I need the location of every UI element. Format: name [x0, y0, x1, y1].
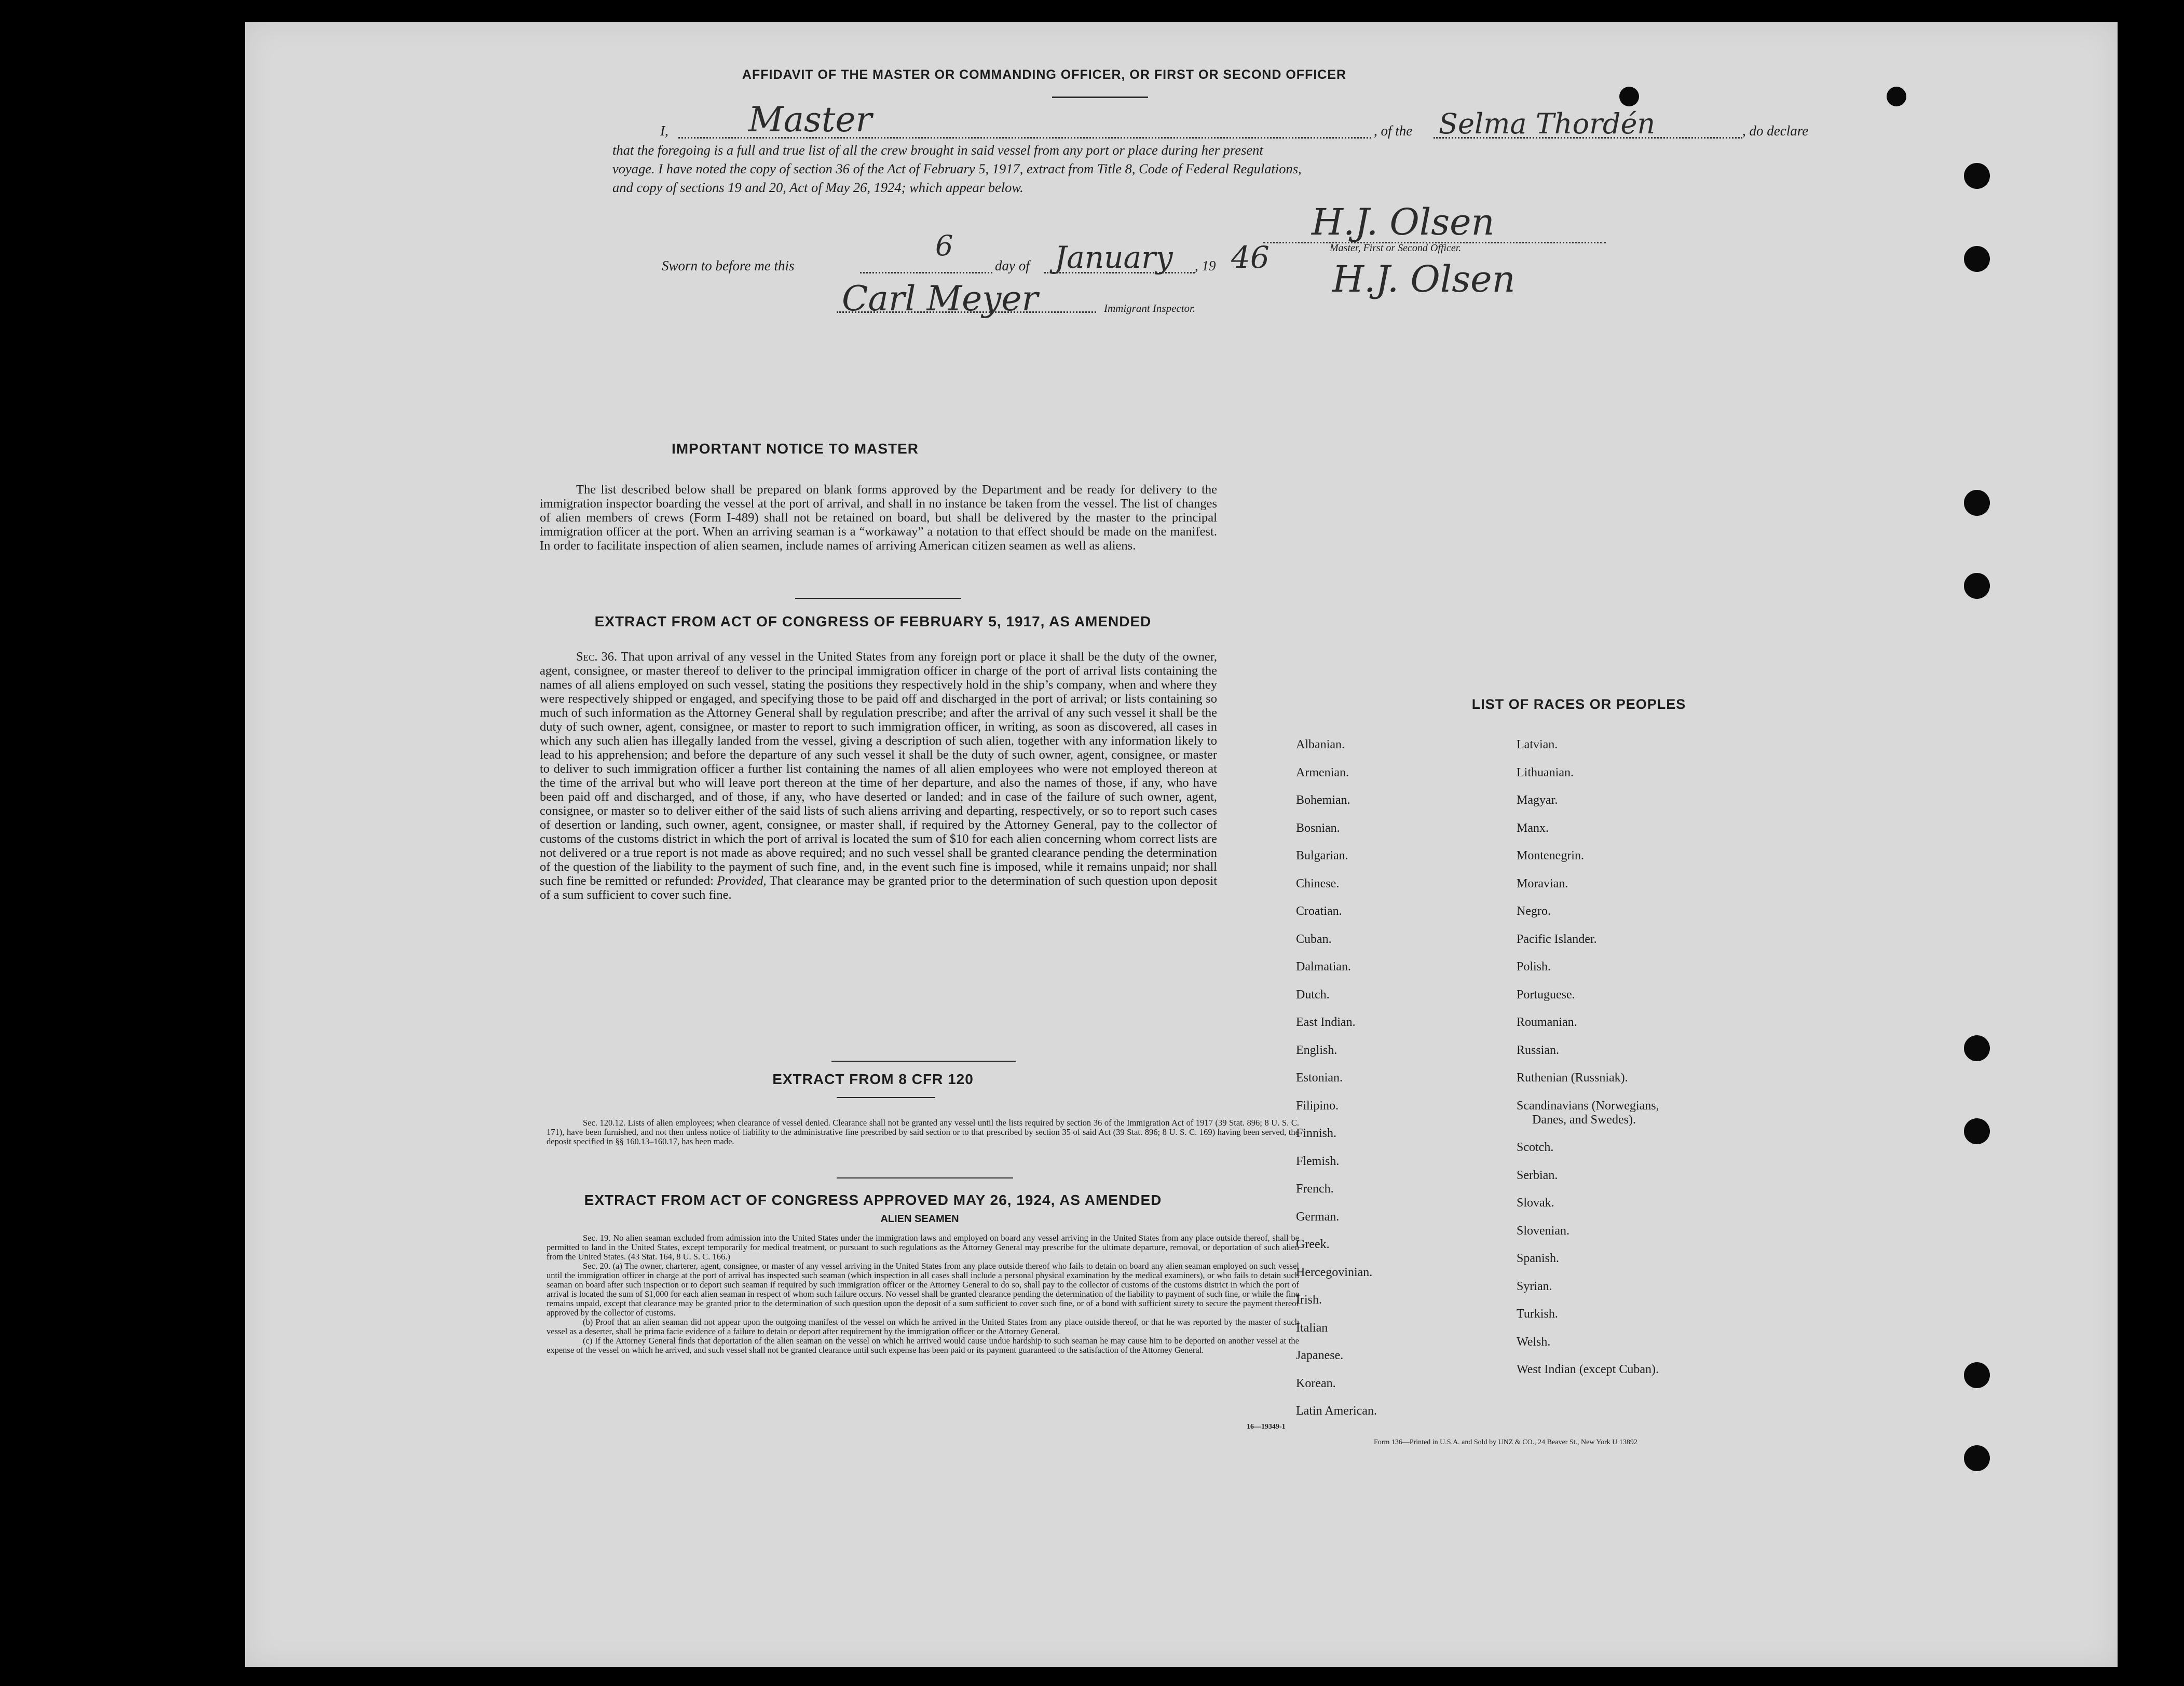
race-item: Chinese. [1296, 876, 1340, 890]
sworn-prefix: Sworn to before me this [662, 258, 795, 273]
sworn-day-line [860, 272, 992, 273]
race-item: Cuban. [1296, 932, 1332, 946]
race-item: Greek. [1296, 1238, 1330, 1251]
race-item: Montenegrin. [1517, 849, 1584, 862]
race-item: Russian. [1517, 1043, 1560, 1057]
declaration-line-4: and copy of sections 19 and 20, Act of May 26, 1924; which appear below. [612, 180, 1023, 195]
punch-hole [1619, 87, 1639, 106]
race-item: Welsh. [1517, 1335, 1551, 1349]
races-left-column [1296, 738, 1377, 1432]
sworn-year-handwritten: 46 [1231, 240, 1270, 275]
affidavit-title: AFFIDAVIT OF THE MASTER OR COMMANDING OFFICER, OR FIRST OR SECOND OFFICER [742, 67, 1347, 82]
master-name-handwritten: Master [748, 100, 872, 140]
race-item: Latvian. [1517, 738, 1558, 751]
race-item: Italian [1296, 1321, 1328, 1335]
race-item: Magyar. [1517, 793, 1558, 807]
race-item: Roumanian. [1517, 1016, 1577, 1029]
extract-1924-sec20b: (b) Proof that an alien seaman did not appear upon the outgoing manifest of the vessel on which he arrived in the United States from any place outside thereof, or that he was reported by the master of such vessel as a deserter, shall be prima facie evidence of a failure to detain or deport after requirement by the immigration officer or the Attorney General. [547, 1317, 1299, 1336]
extract-cfr-rule [837, 1097, 935, 1098]
sworn-day-of: day of [995, 258, 1030, 273]
race-item: Scandinavians (Norwegians, [1517, 1099, 1659, 1113]
race-item: Polish. [1517, 960, 1551, 974]
race-item: Negro. [1517, 904, 1551, 918]
extract-1924-subtitle: ALIEN SEAMEN [880, 1213, 959, 1225]
race-item: Irish. [1296, 1293, 1322, 1307]
punch-hole [1964, 246, 1990, 272]
notice-body: The list described below shall be prepared on blank forms approved by the Department and be ready for delivery to the immigration inspector boarding the vessel at the port of arrival, and shall in no instance be taken from the vessel. The list of changes of alien members of crews (Form I-489) shall not be retained on board, but shall be delivered by the master to the principal immigration officer at the port. When an arriving seaman is a “workaway” a notation to that effect should be made on the manifest. In order to facilitate inspection of alien seamen, include names of arriving American citizen seamen as well as aliens. [540, 483, 1217, 553]
extract-1924-sec20a: Sec. 20. (a) The owner, charterer, agent, consignee, or master of any vessel arriving in the United States from any place outside thereof who fails to detain on board any alien seaman employed on such vessel until the immigration officer in charge at the port of arrival has inspected such seaman (which inspection in all cases shall include a personal physical examination by the medical examiners), or who fails to detain such seaman on board after such inspection or to deport such seaman if required by such immigration officer or the Attorney General to do so, shall pay to the collector of customs of the customs district in which the port of arrival is located the sum of $1,000 for each alien seaman in respect of whom such failure occurs. No vessel shall be granted clearance pending the determination of the liability to payment of such fine, or while the fine remains unpaid, except that clearance may be granted prior to the determination of such question upon the deposit of a sum sufficient to cover such fine, or of a bond with sufficient surety to secure the payment thereof approved by the collector of customs. [547, 1261, 1299, 1318]
vessel-name-handwritten: Selma Thordén [1439, 107, 1656, 140]
race-item: Moravian. [1517, 876, 1568, 890]
races-right-column [1517, 738, 1659, 1391]
race-item: Albanian. [1296, 738, 1345, 751]
extract-1917-title: EXTRACT FROM ACT OF CONGRESS OF FEBRUARY 5, 1917, AS AMENDED [594, 613, 1152, 629]
race-item: Lithuanian. [1517, 765, 1574, 779]
punch-hole [1964, 1118, 1990, 1144]
notice-rule [795, 598, 961, 599]
sworn-month-handwritten: January [1055, 240, 1173, 275]
footer-imprint: Form 136—Printed in U.S.A. and Sold by UNZ & CO., 24 Beaver St., New York U 13892 [1374, 1438, 1637, 1446]
officer-signature-2: H.J. Olsen [1332, 258, 1516, 300]
extract-cfr-body: Sec. 120.12. Lists of alien employees; when clearance of vessel denied. Clearance shall not be granted any vessel until the lists required by section 36 of the Immigration Act of 1917 (39 Stat. 896; 8 U. S. C. 171), have been furnished, and not then unless notice of liability to the administrative fine prescribed by said section or to that prescribed by section 35 of said Act (39 Stat. 896; 8 U. S. C. 169) having been served, the deposit specified in §§ 160.13–160.17, has been made. [547, 1118, 1299, 1146]
race-item: Armenian. [1296, 765, 1349, 779]
inspector-caption: Immigrant Inspector. [1104, 302, 1196, 314]
race-item: Danes, and Swedes). [1532, 1113, 1636, 1127]
notice-title: IMPORTANT NOTICE TO MASTER [671, 441, 919, 457]
punch-hole [1887, 87, 1906, 106]
extract-cfr-rule-2 [837, 1177, 1013, 1178]
punch-hole [1964, 163, 1990, 189]
race-item: Pacific Islander. [1517, 932, 1597, 946]
race-item: Finnish. [1296, 1127, 1337, 1140]
race-item: Estonian. [1296, 1071, 1343, 1085]
punch-hole [1964, 573, 1990, 599]
officer-signature: H.J. Olsen [1312, 201, 1495, 243]
extract-1917-provided: Provided, [717, 874, 767, 888]
race-item: Portuguese. [1517, 988, 1575, 1002]
race-item: Serbian. [1517, 1168, 1558, 1182]
extract-1924-title: EXTRACT FROM ACT OF CONGRESS APPROVED MAY 26, 1924, AS AMENDED [584, 1192, 1162, 1208]
races-title: LIST OF RACES OR PEOPLES [1471, 696, 1686, 712]
race-item: West Indian (except Cuban). [1517, 1363, 1659, 1376]
race-item: Dalmatian. [1296, 960, 1351, 974]
extract-1917-text: That upon arrival of any vessel in the United States from any foreign port or place it shall be the duty of the owner, agent, consignee, or master thereof to deliver to the principal immigration officer in charge of the port of arrival lists containing the names of all aliens employed on such vessel, stating the positions they respectively hold in the ship’s company, when and where they were respectively shipped or engaged, and specifying those to be paid off and discharged in the port of arrival; or lists containing so much of such information as the Attorney General shall by regulation prescribe; and after the arrival of any such vessel it shall be the duty of such owner, agent, consignee, or master to report to such immigration officer, in writing, as soon as discovered, all cases in which any such alien has illegally landed from the vessel, giving a description of such alien, together with any information likely to lead to his apprehension; and before the departure of any such vessel it shall be the duty of such owner, agent, consignee, or master to deliver to such immigration officer a further list containing the names of all alien employees who were not employed thereon at the time of the arrival but who will leave port thereon at the time of her departure, and also the names of those, if any, who have been paid off and discharged, and of those, if any, who have deserted or landed; and in case of the failure of such owner, agent, consignee, or master so to deliver either of the said lists of such aliens arriving and departing, respectively, or so to report such cases of desertion or landing, such owner, agent, consignee, or master shall, if required by the Attorney General, pay to the collector of customs of the customs district in which the port of arrival is located the sum of $10 for each alien concerning whom correct lists are not delivered or a true report is not made as above required; and no such vessel shall be granted clearance pending the determination of the question of the liability to the payment of such fine, and, in the event such fine is imposed, while it remains unpaid; nor shall such fine be remitted or refunded: [540, 650, 1217, 888]
race-item: Scotch. [1517, 1141, 1554, 1154]
race-item: Slovak. [1517, 1196, 1554, 1210]
race-item: English. [1296, 1043, 1337, 1057]
title-rule [1052, 97, 1148, 98]
punch-hole [1964, 1362, 1990, 1388]
extract-1924-sec19: Sec. 19. No alien seaman excluded from admission into the United States under the immigration laws and employed on board any vessel arriving in the United States from any place outside thereof, shall be permitted to land in the United States, except temporarily for medical treatment, or pursuant to such regulations as the Attorney General may prescribe for the ultimate departure, removal, or deportation of such alien from the United States. (43 Stat. 164, 8 U. S. C. 166.) [547, 1233, 1299, 1262]
race-item: East Indian. [1296, 1016, 1356, 1029]
extract-1917-sec-label: Sec. 36. [576, 650, 618, 664]
inspector-signature: Carl Meyer [842, 279, 1039, 319]
race-item: Bosnian. [1296, 821, 1340, 835]
race-item: Flemish. [1296, 1154, 1340, 1168]
extract-1924-sec20c: (c) If the Attorney General finds that deportation of the alien seaman on the vessel on which he arrived would cause undue hardship to such seaman he may cause him to be deported on another vessel at the expense of the vessel on which he arrived, and such vessel shall not be granted clearance until such expense has been paid or its payment guaranteed to the satisfaction of the Attorney General. [547, 1336, 1299, 1355]
race-item: Turkish. [1517, 1307, 1558, 1321]
race-item: Filipino. [1296, 1099, 1339, 1113]
document-page [245, 22, 2118, 1667]
race-item: Croatian. [1296, 904, 1342, 918]
punch-hole [1964, 1445, 1990, 1471]
race-item: Syrian. [1517, 1279, 1552, 1293]
extract-1924-body [547, 1233, 1299, 1355]
race-item: Bulgarian. [1296, 849, 1348, 862]
race-item: Hercegovinian. [1296, 1265, 1373, 1279]
race-item: Bohemian. [1296, 793, 1350, 807]
race-item: Ruthenian (Russniak). [1517, 1071, 1628, 1085]
race-item: Manx. [1517, 821, 1549, 835]
race-item: French. [1296, 1182, 1334, 1196]
race-item: Dutch. [1296, 988, 1330, 1002]
punch-hole [1964, 1035, 1990, 1061]
extract-1917-rule [831, 1061, 1016, 1062]
declaration-line-3: voyage. I have noted the copy of section 36 of the Act of February 5, 1917, extract from Title 8, Code of Federal Regulations, [612, 161, 1302, 176]
punch-hole [1964, 490, 1990, 516]
declaration-line-2: that the foregoing is a full and true list of all the crew brought in said vessel from any port or place during her present [612, 142, 1263, 158]
declaration-i: I, [660, 123, 668, 139]
race-item: Slovenian. [1517, 1224, 1569, 1238]
declaration-of-the: , of the [1374, 123, 1413, 139]
race-item: Latin American. [1296, 1404, 1377, 1418]
sworn-year-prefix: , 19 [1195, 258, 1216, 273]
extract-1924-code: 16—19349-1 [1247, 1423, 1286, 1431]
extract-1917-body [540, 650, 1217, 902]
extract-1917-text-end: That clearance may be granted prior to the determination of such question upon deposit of a sum sufficient to cover such fine. [540, 874, 1218, 902]
extract-cfr-title: EXTRACT FROM 8 CFR 120 [772, 1071, 974, 1087]
declaration-do-declare: , do declare [1742, 123, 1809, 139]
sworn-day-handwritten: 6 [935, 229, 953, 262]
race-item: Japanese. [1296, 1349, 1344, 1362]
race-item: German. [1296, 1210, 1340, 1224]
race-item: Korean. [1296, 1376, 1336, 1390]
race-item: Spanish. [1517, 1252, 1560, 1265]
officer-caption: Master, First or Second Officer. [1330, 242, 1462, 254]
